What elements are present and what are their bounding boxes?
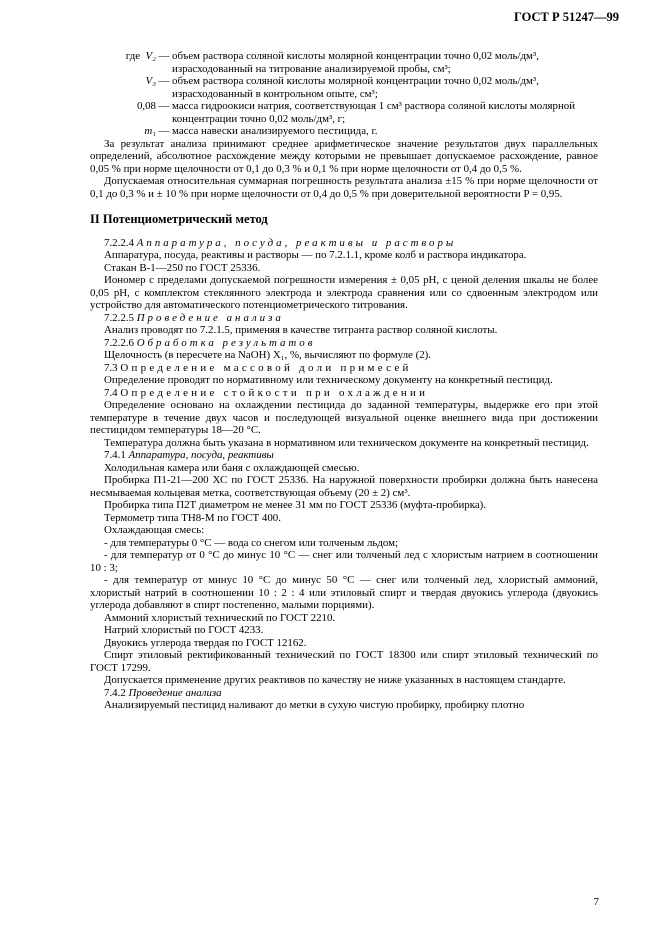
- subsection-heading: 7.2.2.6 Обработка результатов: [104, 336, 316, 349]
- paragraph: Аммоний хлористый технический по ГОСТ 2210.: [104, 611, 336, 624]
- paragraph: Двуокись углерода твердая по ГОСТ 12162.: [104, 636, 307, 649]
- subsection-heading: 7.3 Определение массовой доли примесей: [104, 361, 412, 374]
- definition-text: объем раствора соляной кислоты молярной концентрации точно 0,02 моль/дм³, израсходованный на титрование анализируемой пробы, см³;: [172, 50, 539, 75]
- list-item: - для температур от 0 °С до минус 10 °С — снег или толченый лед с хлористым натрием в соотношении 10 : 3;: [90, 549, 598, 574]
- definition-key: 0,08: [136, 100, 156, 112]
- definition-item: [90, 100, 598, 125]
- paragraph: Пробирка П1-21—200 ХС по ГОСТ 25336. На наружной поверхности пробирки должна быть нанесена несмываемая кольцевая метка, соответствующая объему (20 ± 2) см³.: [90, 474, 598, 499]
- paragraph: Спирт этиловый ректификованный технический по ГОСТ 18300 или спирт этиловый технический по ГОСТ 17299.: [90, 649, 598, 674]
- paragraph: Определение основано на охлаждении пестицида до заданной температуры, выдержке его при этой температуре в течение двух часов и последующей визуальной оценке внешнего вида при достижении пестицидом температуры 18—20 °С.: [90, 399, 598, 436]
- subsection-heading: 7.4.1 Аппаратура, посуда, реактивы: [104, 449, 274, 461]
- subsection-heading: 7.2.2.5 Проведение анализа: [104, 311, 284, 324]
- definition-text: масса гидроокиси натрия, соответствующая 1 см³ раствора соляной кислоты молярной концентрации точно 0,02 моль/дм³, г;: [172, 100, 576, 125]
- list-item: - для температур от минус 10 °С до минус 50 °С — снег или толченый лед, хлористый аммоний, хлористый натрий в соотношении 10 : 2 : 4 или этиловый спирт и твердая двуокись углерода (двуокись углерода добавляют в спирт постепенно, малыми порциями).: [90, 574, 598, 611]
- section-title: II Потенциометрический метод: [90, 212, 268, 226]
- paragraph: Термометр типа ТН8-М по ГОСТ 400.: [104, 511, 281, 524]
- definition-separator: —: [158, 75, 170, 87]
- paragraph: Допускаемая относительная суммарная погрешность результата анализа ±15 % при норме щелочности от 0,1 до 0,3 % и ± 10 % при норме щелочности от 0,4 до 0,5 % при доверительной вероятности P = 0,95.: [90, 175, 598, 200]
- definition-separator: —: [158, 125, 170, 137]
- definition-separator: —: [158, 100, 170, 112]
- definition-item: [90, 50, 598, 75]
- subsection-heading: 7.2.2.4 Аппаратура, посуда, реактивы и растворы: [104, 236, 457, 249]
- paragraph: Определение проводят по нормативному или техническому документу на конкретный пестицид.: [104, 374, 553, 386]
- definition-text: масса навески анализируемого пестицида, г.: [172, 125, 378, 137]
- paragraph: Температура должна быть указана в нормативном или техническом документе на конкретный пестицид.: [104, 436, 589, 449]
- paragraph: За результат анализа принимают среднее арифметическое значение результатов двух параллельных определений, абсолютное расхождение между которыми не превышает допускаемое расхождение, равное 0,05 % при норме щелочности от 0,1 до 0,3 % и 0,1 % при норме щелочности от 0,4 до 0,5 %.: [90, 137, 598, 175]
- paragraph: Анализируемый пестицид наливают до метки в сухую чистую пробирку, пробирку плотно: [104, 699, 525, 711]
- definition-item: [90, 75, 598, 100]
- page-number: 7: [593, 896, 599, 908]
- page-content: [90, 50, 598, 712]
- paragraph: Охлаждающая смесь:: [104, 524, 205, 536]
- definition-key: V₃: [145, 75, 156, 87]
- paragraph: Пробирка типа П2Т диаметром не менее 31 мм по ГОСТ 25336 (муфта-пробирка).: [104, 499, 487, 511]
- paragraph: Допускается применение других реактивов по качеству не ниже указанных в настоящем стандарте.: [104, 674, 566, 686]
- paragraph: Натрий хлористый по ГОСТ 4233.: [104, 624, 264, 636]
- paragraph: Анализ проводят по 7.2.1.5, применяя в качестве титранта раствор соляной кислоты.: [104, 324, 498, 336]
- formula-definitions: [90, 50, 598, 138]
- definition-separator: —: [158, 50, 170, 62]
- definition-key: m₁: [144, 125, 156, 137]
- paragraph: Иономер с пределами допускаемой погрешности измерения ± 0,05 pH, с ценой деления шкалы не более 0,05 pH, с комплектом стеклянного электрода и электрода сравнения или со сдвоенным электродом или устройство для автоматического потенциометрического титрования.: [90, 274, 598, 311]
- paragraph: Аппаратура, посуда, реактивы и растворы — по 7.2.1.1, кроме колб и раствора индикатора.: [104, 249, 527, 261]
- paragraph: Щелочность (в пересчете на NaOH) X₁, %, вычисляют по формуле (2).: [104, 349, 432, 361]
- definition-text: объем раствора соляной кислоты молярной концентрации точно 0,02 моль/дм³, израсходованный в контрольном опыте, см³;: [172, 75, 539, 100]
- subsection-heading: 7.4.2 Проведение анализа: [104, 686, 222, 699]
- paragraph: Стакан В-1—250 по ГОСТ 25336.: [104, 261, 261, 274]
- definition-key: где V₂: [125, 50, 156, 62]
- paragraph: Холодильная камера или баня с охлаждающей смесью.: [104, 461, 360, 474]
- standard-header: ГОСТ Р 51247—99: [513, 10, 619, 24]
- subsection-heading: 7.4 Определение стойкости при охлаждении: [104, 386, 429, 399]
- definition-item: [90, 125, 598, 138]
- list-item: - для температуры 0 °С — вода со снегом или толченым льдом;: [104, 536, 399, 549]
